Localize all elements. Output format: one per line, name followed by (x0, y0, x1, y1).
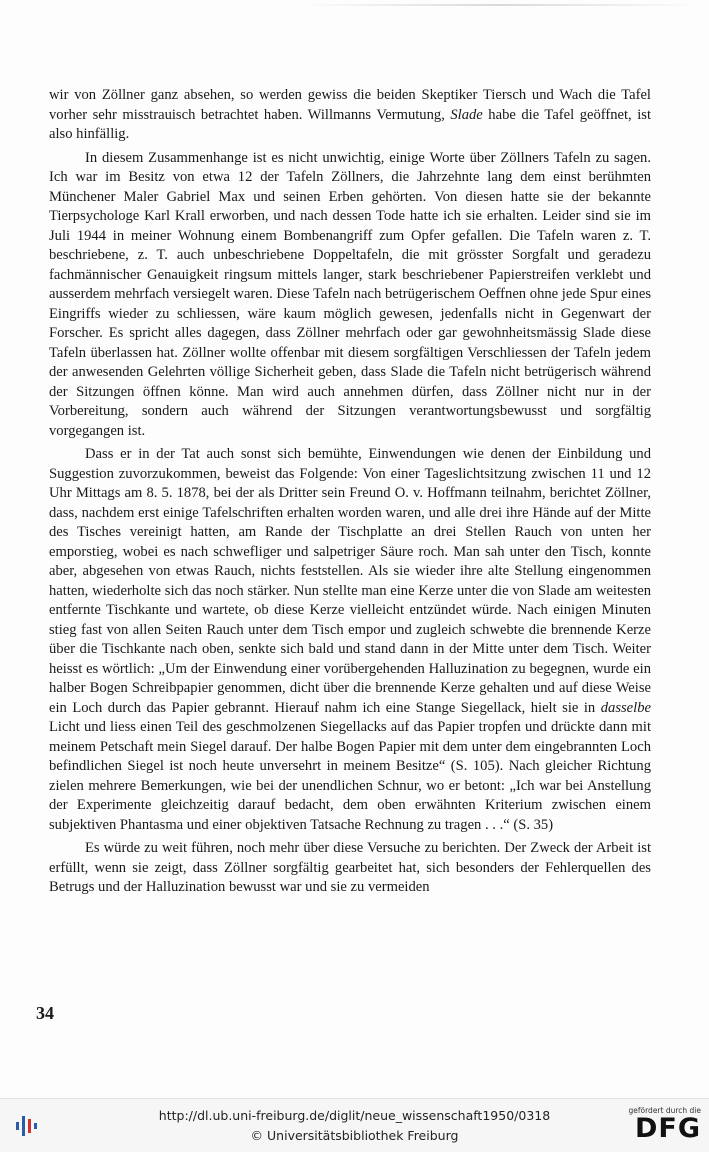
viewer-footer (0, 1098, 709, 1152)
scan-edge-shadow (300, 4, 700, 6)
dfg-logo: DFG (634, 1113, 701, 1144)
page-number: 34 (36, 1003, 54, 1023)
text-run: habe die Tafel geöffnet, ist also hinfällig. (49, 106, 651, 142)
source-url[interactable]: http://dl.ub.uni-freiburg.de/diglit/neue_wissenschaft1950/0318 (158, 1108, 551, 1123)
copyright-notice: © Universitätsbibliothek Freiburg (250, 1128, 459, 1143)
text-run: Es würde zu weit führen, noch mehr über diese Versuche zu berichten. Der Zweck der Arbeit ist erfüllt, wenn sie zeigt, dass Zöllner sorgfältig gearbeitet hat, sich besonders der Fehlerquellen des Betrugs und der Halluzination bewusst war und sie zu vermeiden (49, 840, 651, 895)
text-run: wir von Zöllner ganz absehen, so werden gewiss die beiden Skeptiker Tiersch und Wach die Tafel vorher sehr misstrauisch betrachtet haben. Willmanns Vermutung, (49, 87, 651, 123)
text-run: Dass er in der Tat auch sonst sich bemühte, Einwendungen wie denen der Einbildung und Suggestion zuvorzukommen, beweist das Folgende: Von einer Tageslichtsitzung zwischen 11 und 12 Uhr Mittags am 8. 5. 1878, bei der als Dritter sein Freund O. v. Hoffmann teilnahm, berichtet Zöllner, dass, nachdem erst einige Tafelschriften erhalten worden waren, und alle drei ihre Hände auf der Mitte des Tisches vereinigt hatten, am Rande der Tischplatte an drei Stellen Rauch von unten her emporstieg, wobei es nach schwefliger und salpetriger Säure roch. Man sah unter den Tisch, konnte aber, abgesehen von etwas Rauch, nichts feststellen. Als sie wieder ihre alte Stellung eingenommen hatten, wiederholte sich das noch stärker. Nun stellte man eine Kerze unter die von Slade am weitesten entfernte Tischkante und wartete, ob diese Kerze vielleicht entzündet würde. Nach einigen Minuten stieg fast von allen Seiten Rauch unter dem Tisch empor und zugleich schwebte die brennende Kerze über die Tischkante nach oben, senkte sich bald und stand dann in der Mitte unter dem Tisch. Weiter heisst es wörtlich: „Um der Einwendung einer vorübergehenden Halluzination zu begegnen, wurde ein halber Bogen Schreibpapier genommen, dicht über die brennende Kerze gehalten und auf diese Weise ein Loch durch das Papier gebrannt. Hierauf nahm ich eine Stange Siegellack, hielt sie in (49, 446, 651, 716)
text-run: In diesem Zusammenhange ist es nicht unwichtig, einige Worte über Zöllners Tafeln zu sagen. Ich war im Besitz von etwa 12 der Tafeln Zöllners, die Jahrzehnte lang dem einst berühmten Münchener Maler Gabriel Max und seinen Erben gehörten. Von diesen hatte sie der bekannte Tierpsychologe Karl Krall erworben, und nach dessen Tode hatte ich sie erhalten. Leider sind sie im Juli 1944 in meiner Wohnung einem Bombenangriff zum Opfer gefallen. Die Tafeln waren z. T. beschriebene, z. T. auch unbeschriebene Doppeltafeln, die mit grösster Sorgfalt und geradezu fachmännischer Genauigkeit ringsum mittels langer, stark beschriebener Papierstreifen verklebt und ausserdem mehrfach versiegelt waren. Diese Tafeln nach betrügerischem Oeffnen ohne jede Spur eines Eingriffs wieder zu schliessen, wäre kaum möglich gewesen, jedenfalls nicht in Gegenwart der Forscher. Es spricht alles dagegen, dass Zöllner mehrfach oder gar gewohnheitsmässig Slade diese Tafeln überlassen hat. Zöllner wollte offenbar mit diesem sorgfältigen Verschliessen der Tafeln jedem der anwesenden Gelehrten völlige Sicherheit geben, dass Slade die Tafeln nicht betrügerisch während der Sitzungen öffnen könne. Man wird auch annehmen dürfen, dass Zöllner nicht nur in der Vorbereitung, sondern auch während der Sitzungen verantwortungsbewusst und sorgfältig vorgegangen ist. (49, 149, 651, 439)
paragraph (49, 445, 651, 835)
paragraph (49, 149, 651, 442)
emphasis-text: Slade (450, 106, 483, 123)
paragraph (49, 86, 651, 145)
emphasis-text: dasselbe (600, 699, 651, 716)
funding-note: gefördert durch die (628, 1106, 701, 1115)
paragraph (49, 839, 651, 898)
body-text (49, 86, 651, 898)
text-run: Licht und liess einen Teil des geschmolzenen Siegellacks auf das Papier tropfen und drückte dann mit meinem Petschaft mein Siegel darauf. Der halbe Bogen Papier mit dem unter dem eingebrannten Loch befindlichen Siegel ist noch heute unversehrt in meinem Besitze“ (S. 105). Nach gleicher Richtung zielen mehrere Bemerkungen, wie bei der unendlichen Schnur, wo er betont: „Ich war bei Anstellung der Experimente gleichzeitig darauf bedacht, dem oben erwähnten Kriterium zwischen einem subjektiven Phantasma und einer objektiven Tatsache Rechnung zu tragen . . .“ (S. 35) (49, 719, 651, 833)
